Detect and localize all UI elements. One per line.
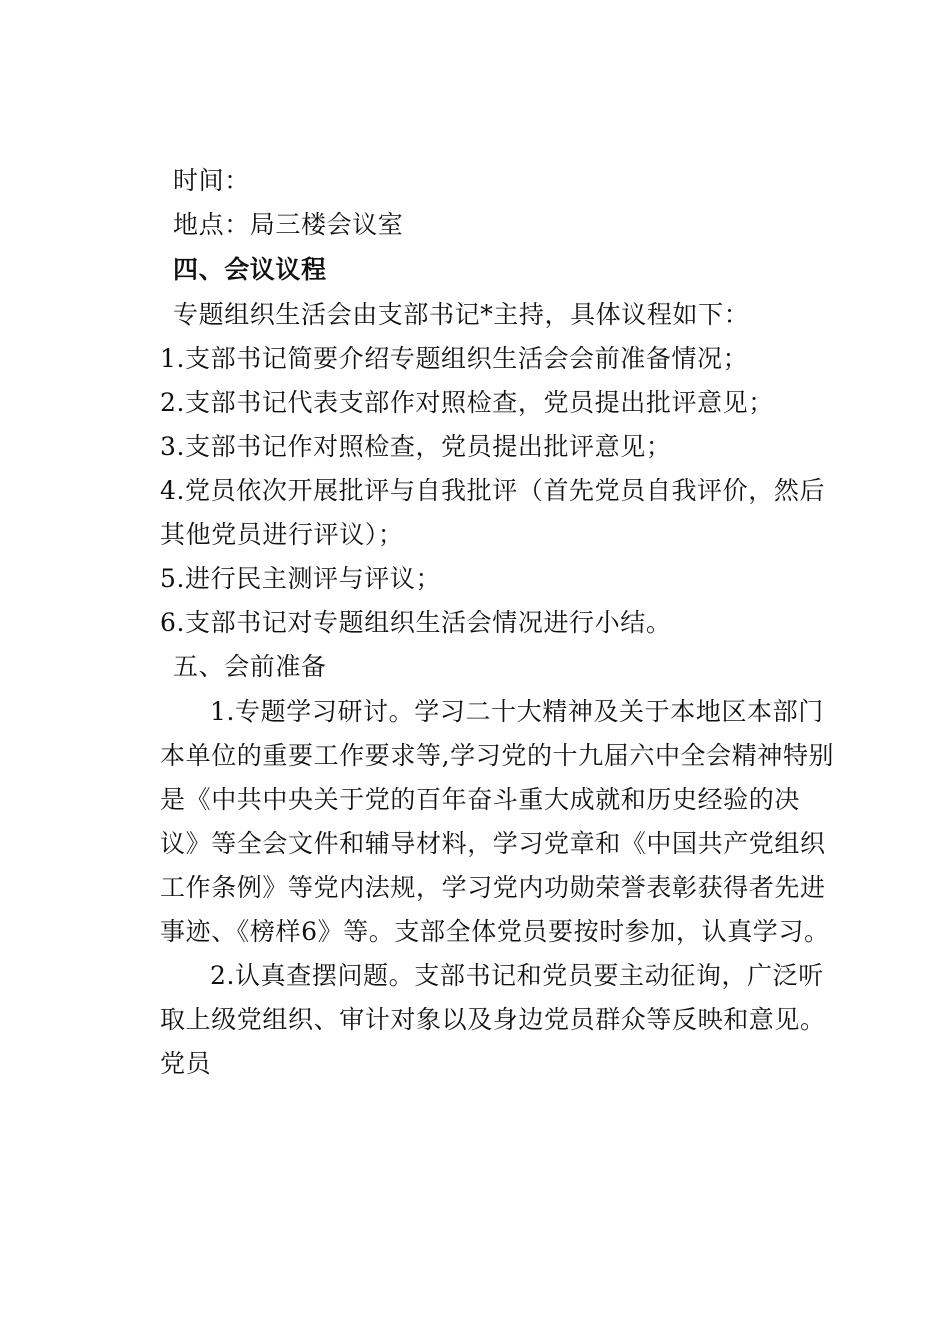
preparation-paragraph-1-line-1: 1.专题学习研讨。学习二十大精神及关于本地区本部门 xyxy=(210,697,824,726)
preparation-paragraph-1-line-4: 议》等全会文件和辅导材料，学习党章和《中国共产党组织 xyxy=(160,829,826,858)
agenda-item-4-continued: 其他党员进行评议）； xyxy=(160,520,404,549)
preparation-paragraph-2-line-3: 党员 xyxy=(160,1049,212,1078)
preparation-paragraph-1-line-3: 是《中共中央关于党的百年奋斗重大成就和历史经验的决 xyxy=(160,785,801,814)
preparation-paragraph-2-line-2: 取上级党组织、审计对象以及身边党员群众等反映和意见。 xyxy=(160,1005,826,1034)
agenda-item-5: 5.进行民主测评与评议； xyxy=(160,564,442,593)
preparation-paragraph-1-line-5: 工作条例》等党内法规，学习党内功勋荣誉表彰获得者先进 xyxy=(160,873,826,902)
agenda-item-6: 6.支部书记对专题组织生活会情况进行小结。 xyxy=(160,608,672,637)
agenda-intro-line: 专题组织生活会由支部书记*主持，具体议程如下： xyxy=(173,300,750,329)
preparation-paragraph-1-line-2: 本单位的重要工作要求等,学习党的十九届六中全会精神特别 xyxy=(160,741,835,770)
agenda-item-1: 1.支部书记简要介绍专题组织生活会会前准备情况； xyxy=(160,344,749,373)
agenda-item-2: 2.支部书记代表支部作对照检查，党员提出批评意见； xyxy=(160,388,774,417)
section-heading-preparation: 五、会前准备 xyxy=(173,652,327,681)
meeting-time-line: 时间： xyxy=(173,166,250,195)
meeting-location-line: 地点：局三楼会议室 xyxy=(173,210,404,239)
agenda-item-4: 4.党员依次开展批评与自我批评（首先党员自我评价，然后 xyxy=(160,476,826,505)
agenda-item-3: 3.支部书记作对照检查，党员提出批评意见； xyxy=(160,432,672,461)
preparation-paragraph-1-line-6: 事迹、《榜样6》等。支部全体党员要按时参加，认真学习。 xyxy=(160,917,830,946)
preparation-paragraph-2-line-1: 2.认真查摆问题。支部书记和党员要主动征询，广泛听 xyxy=(210,961,824,990)
section-heading-agenda: 四、会议议程 xyxy=(173,255,327,284)
